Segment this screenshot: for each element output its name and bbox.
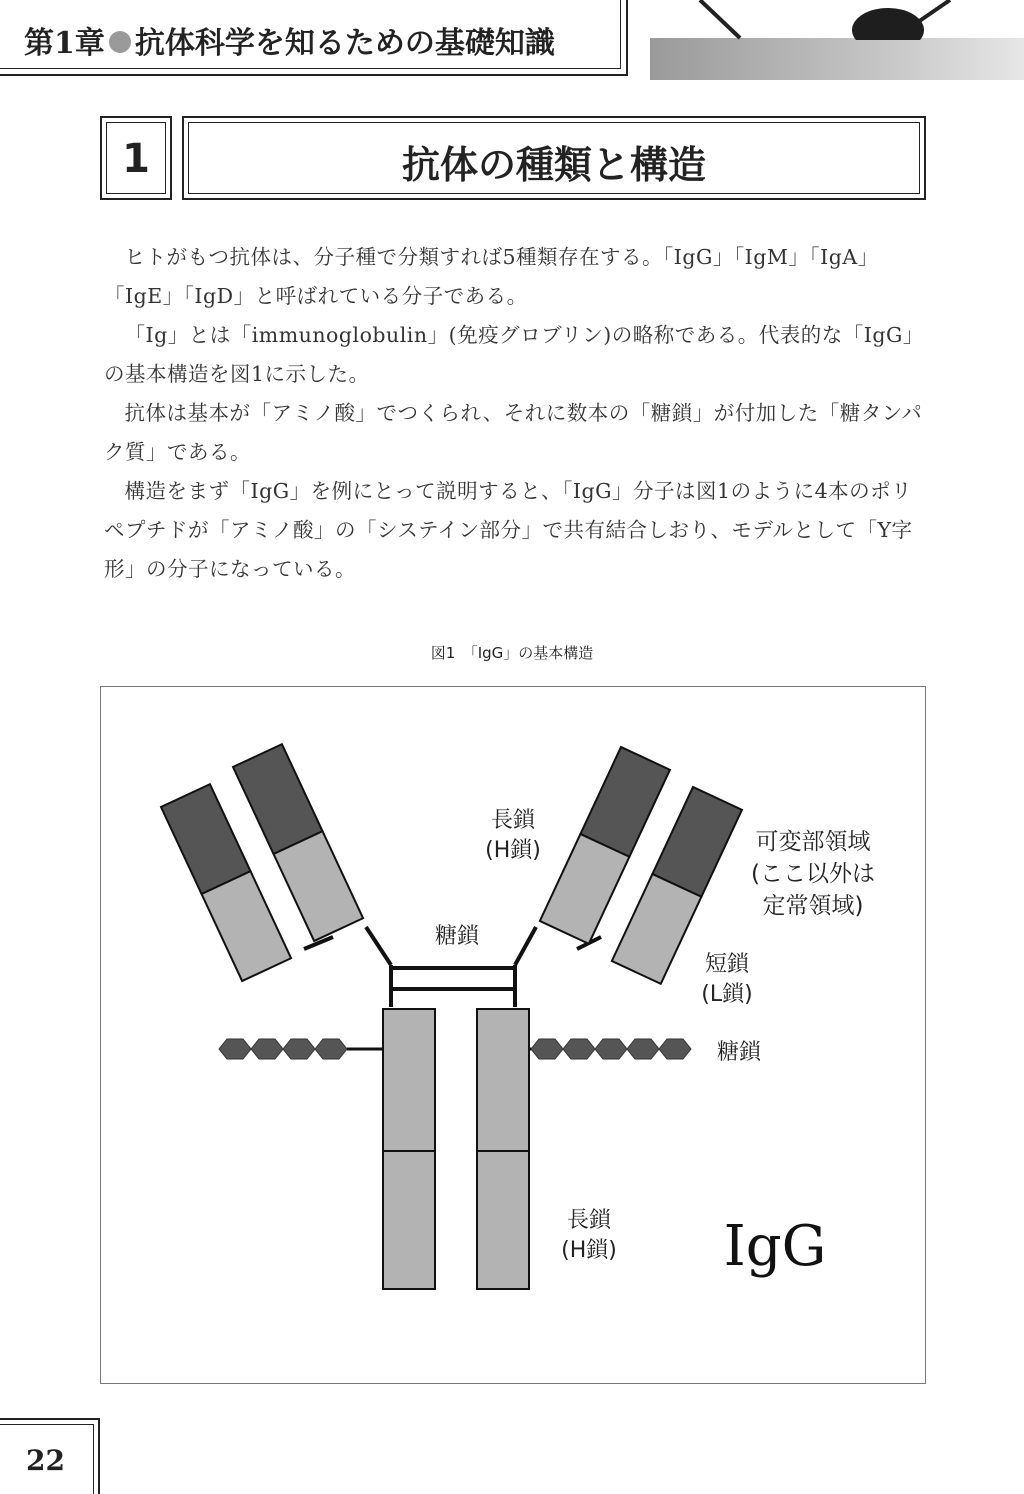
left-stem-heavy-chain xyxy=(383,1009,435,1289)
paragraph: ヒトがもつ抗体は、分子種で分類すれば5種類存在する。「IgG」「IgM」「IgA」「IgE」「IgD」と呼ばれている分子である。 xyxy=(104,245,879,308)
label-light-chain-sub: (L鎖) xyxy=(701,982,753,1007)
igg-structure-diagram xyxy=(101,687,927,1385)
paragraph: 抗体は基本が「アミノ酸」でつくられ、それに数本の「糖鎖」が付加した「糖タンパク質」である。 xyxy=(104,401,923,464)
label-variable-region-note: (ここ以外は xyxy=(751,861,875,887)
page-number: 22 xyxy=(26,1444,65,1477)
bullet-icon xyxy=(109,31,131,53)
label-light-chain: 短鎖 xyxy=(704,952,750,977)
label-sugar-chain-side: 糖鎖 xyxy=(716,1040,762,1065)
chapter-header xyxy=(0,0,628,76)
constant-segment xyxy=(202,871,292,981)
label-constant-region: 定常領域) xyxy=(762,893,864,919)
label-molecule-name: IgG xyxy=(723,1214,827,1279)
chapter-subject: 抗体科学を知るための基礎知識 xyxy=(134,26,555,61)
label-heavy-chain-top-sub: (H鎖) xyxy=(485,838,541,863)
section-number: 1 xyxy=(122,136,150,182)
label-variable-region: 可変部領域 xyxy=(755,829,871,855)
section-title: 抗体の種類と構造 xyxy=(401,143,706,187)
paragraph: 構造をまず「IgG」を例にとって説明すると、「IgG」分子は図1のように4本のポリペプチドが「アミノ酸」の「システイン部分」で共有結合しおり、モデルとして「Y字形」の分子になっている。 xyxy=(104,479,913,581)
label-heavy-chain-top: 長鎖 xyxy=(490,808,536,833)
page-number-box xyxy=(0,1418,100,1494)
body-text xyxy=(104,238,926,589)
label-heavy-chain-bottom: 長鎖 xyxy=(566,1208,612,1233)
header-decoration-bar xyxy=(650,38,1024,80)
chapter-number: 第1章 xyxy=(24,26,105,61)
right-stem-heavy-chain xyxy=(477,1009,529,1289)
constant-segment xyxy=(274,831,364,941)
section-number-box xyxy=(100,116,172,200)
constant-segment xyxy=(540,834,630,944)
label-heavy-chain-bottom-sub: (H鎖) xyxy=(561,1238,617,1263)
figure-frame xyxy=(100,686,926,1384)
chapter-title xyxy=(24,18,555,62)
paragraph: 「Ig」とは「immunoglobulin」(免疫グロブリン)の略称である。代表的な「IgG」の基本構造を図1に示した。 xyxy=(104,323,924,386)
figure-caption: 図1 「IgG」の基本構造 xyxy=(430,644,594,662)
sugar-chain-right xyxy=(529,1039,691,1059)
label-sugar-chain-top: 糖鎖 xyxy=(434,924,480,949)
sugar-chain-left xyxy=(219,1039,383,1059)
section-title-box xyxy=(182,116,926,200)
header-decoration-graphic xyxy=(650,0,1024,40)
constant-segment xyxy=(612,874,702,984)
